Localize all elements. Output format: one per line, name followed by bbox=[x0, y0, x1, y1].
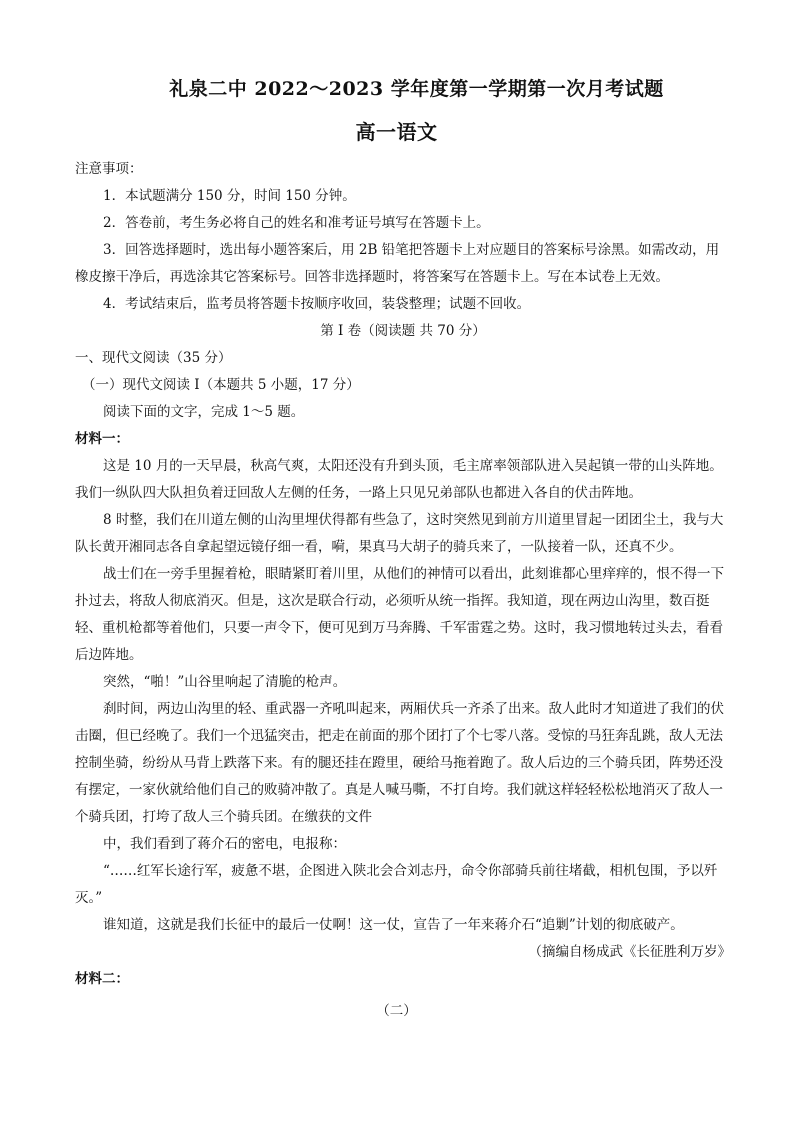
notice-item-1: 1．本试题满分 150 分，时间 150 分钟。 bbox=[103, 188, 356, 204]
reading-instruction: 阅读下面的文字，完成 1～5 题。 bbox=[103, 404, 305, 420]
notice-section bbox=[75, 156, 731, 993]
material-1-paragraph: 中，我们看到了蒋介石的密电，电报称： bbox=[103, 836, 346, 852]
notice-heading: 注意事项： bbox=[75, 161, 143, 177]
page-number: （二） bbox=[376, 1003, 417, 1019]
material-1-paragraph: 8 时整，我们在川道左侧的山沟里埋伏得都有些急了，这时突然见到前方川道里冒起一团团尘土，我与大队长黄开湘同志各自拿起望远镜仔细一看，嗬，果真马大胡子的骑兵来了，一队接着一队，还真不少。 bbox=[75, 512, 724, 555]
material-1-paragraph: 谁知道，这就是我们长征中的最后一仗啊！这一仗，宣告了一年来蒋介石“追剿”计划的彻底破产。 bbox=[103, 917, 684, 933]
exam-title: 礼泉二中 2022～2023 学年度第一学期第一次月考试题 bbox=[169, 78, 664, 100]
notice-item-2: 2．答卷前，考生务必将自己的姓名和准考证号填写在答题卡上。 bbox=[103, 215, 490, 231]
material-1-paragraph: 这是 10 月的一天早晨，秋高气爽，太阳还没有升到头顶，毛主席率领部队进入吴起镇一带的山头阵地。我们一纵队四大队担负着迂回敌人左侧的任务，一路上只见兄弟部队也都进入各自的伏击阵地。 bbox=[75, 458, 723, 501]
material-1-paragraph: 突然，“啪！”山谷里响起了清脆的枪声。 bbox=[103, 674, 347, 690]
material-1-paragraph: 战士们在一旁手里握着枪，眼睛紧盯着川里，从他们的神情可以看出，此刻谁都心里痒痒的，恨不得一下扑过去，将敌人彻底消灭。但是，这次是联合行动，必须听从统一指挥。我知道，现在两边山沟里，数百挺轻、重机枪都等着他们，只要一声令下，便可见到万马奔腾、千军雷霆之势。这时，我习惯地转过头去，看看后边阵地。 bbox=[75, 566, 724, 663]
material-1-source: （摘编自杨成武《长征胜利万岁》 bbox=[528, 944, 731, 960]
material-1-label: 材料一： bbox=[75, 431, 129, 447]
notice-item-4: 4．考试结束后，监考员将答题卡按顺序收回，装袋整理；试题不回收。 bbox=[103, 296, 531, 312]
exam-subject: 高一语文 bbox=[355, 120, 438, 144]
sub-section-title: （一）现代文阅读 I（本题共 5 小题，17 分） bbox=[82, 377, 360, 393]
part-title: 一、现代文阅读（35 分） bbox=[75, 350, 232, 366]
telegram-quote: “……红军长途行军，疲惫不堪，企图进入陕北会合刘志丹，命令你部骑兵前往堵截，相机包围，予以歼灭。” bbox=[75, 863, 718, 906]
material-2-label: 材料二： bbox=[75, 971, 129, 987]
notice-item-3: 3．回答选择题时，选出每小题答案后，用 2B 铅笔把答题卡上对应题目的答案标号涂黑。如需改动，用橡皮擦干净后，再选涂其它答案标号。回答非选择题时，将答案写在答题卡上。写在本试卷上无效。 bbox=[75, 242, 720, 285]
volume-title: 第 I 卷（阅读题 共 70 分） bbox=[320, 323, 486, 339]
material-1-paragraph: 刹时间，两边山沟里的轻、重武器一齐吼叫起来，两厢伏兵一齐杀了出来。敌人此时才知道进了我们的伏击圈，但已经晚了。我们一个迅猛突击，把走在前面的那个团打了个七零八落。受惊的马狂奔乱跳，敌人无法控制坐骑，纷纷从马背上跌落下来。有的腿还挂在蹬里，硬给马拖着跑了。敌人后边的三个骑兵团，阵势还没有摆定，一家伙就给他们自己的败骑冲散了。真是人喊马嘶，不打自垮。我们就这样轻轻松松地消灭了敌人一个骑兵团，打垮了敌人三个骑兵团。在缴获的文件 bbox=[75, 701, 724, 825]
